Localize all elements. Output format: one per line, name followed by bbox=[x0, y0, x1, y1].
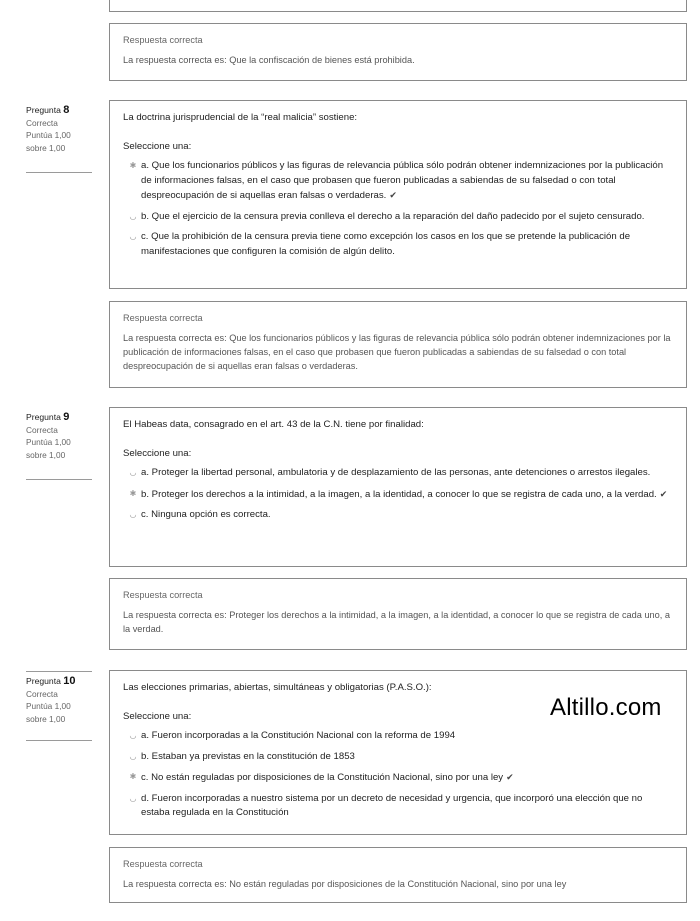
previous-answer-box bbox=[109, 23, 687, 81]
radio-unselected-icon[interactable]: ◡ bbox=[129, 211, 137, 221]
radio-selected-icon[interactable]: ✱ bbox=[129, 161, 137, 170]
option-c[interactable]: ◡ c. Ninguna opción es correcta. bbox=[123, 508, 673, 523]
radio-unselected-icon[interactable]: ◡ bbox=[129, 751, 137, 761]
radio-unselected-icon[interactable]: ◡ bbox=[129, 793, 137, 803]
checkmark-icon: ✔ bbox=[659, 488, 668, 499]
answer-text: La respuesta correcta es: Que la confiscación de bienes está prohibida. bbox=[123, 55, 415, 65]
answer-box-9 bbox=[109, 578, 687, 650]
answer-text: La respuesta correcta es: No están reguladas por disposiciones de la Constitución Nacional, sino por una ley bbox=[123, 879, 567, 889]
question-box-8 bbox=[109, 100, 687, 289]
radio-unselected-icon[interactable]: ◡ bbox=[129, 468, 137, 477]
question-score-max: sobre 1,00 bbox=[26, 713, 66, 724]
select-prompt: Seleccione una: bbox=[123, 710, 192, 722]
question-text: El Habeas data, consagrado en el art. 43 de la C.N. tiene por finalidad: bbox=[123, 419, 424, 430]
radio-unselected-icon[interactable]: ◡ bbox=[129, 731, 137, 740]
question-score-max: sobre 1,00 bbox=[26, 142, 66, 153]
answer-text: La respuesta correcta es: Que los funcionarios públicos y las figuras de relevancia pública sólo podrán obtener indemnizaciones por la publicación de informaciones falsas, en el caso que probasen que fueron publicadas a sabiendas de su falsedad o con total despreocupación de si aquellas eran falsas o verdaderas. bbox=[123, 333, 671, 371]
radio-selected-icon[interactable]: ✱ bbox=[129, 772, 137, 781]
question-info-10 bbox=[26, 671, 92, 741]
question-score: Puntúa 1,00 bbox=[26, 130, 71, 140]
question-box-9 bbox=[109, 407, 687, 567]
answer-title: Respuesta correcta bbox=[123, 859, 203, 869]
answer-title: Respuesta correcta bbox=[123, 313, 203, 323]
previous-question-box-edge bbox=[109, 0, 687, 12]
checkmark-icon: ✔ bbox=[389, 190, 397, 200]
question-number: Pregunta 9 bbox=[26, 411, 70, 423]
question-text: La doctrina jurisprudencial de la “real malicia” sostiene: bbox=[123, 112, 358, 123]
radio-selected-icon[interactable]: ✱ bbox=[129, 488, 137, 498]
answer-title: Respuesta correcta bbox=[123, 590, 203, 600]
question-score-max: sobre 1,00 bbox=[26, 449, 66, 460]
answer-box-10 bbox=[109, 847, 687, 903]
question-score: Puntúa 1,00 bbox=[26, 437, 71, 447]
answer-text: La respuesta correcta es: Proteger los derechos a la intimidad, a la imagen, a la identidad, a conocer lo que se registra de cada uno, a la verdad. bbox=[123, 610, 670, 634]
option-a[interactable]: ◡ a. Fueron incorporadas a la Constitución Nacional con la reforma de 1994 bbox=[123, 729, 673, 744]
question-number: Pregunta 8 bbox=[26, 104, 70, 116]
radio-unselected-icon[interactable]: ◡ bbox=[129, 510, 137, 519]
checkmark-icon: ✔ bbox=[506, 772, 514, 782]
question-info-8 bbox=[26, 104, 92, 173]
option-b[interactable]: ✱ b. Proteger los derechos a la intimidad, a la imagen, a la identidad, a conocer lo que se registra de cada uno, a la verdad. ✔ bbox=[129, 488, 668, 500]
option-d[interactable]: ◡ d. Fueron incorporadas a nuestro sistema por un decreto de necesidad y urgencia, que incorporó una elección que no estaba regulada en la Constitución bbox=[129, 792, 643, 818]
radio-unselected-icon[interactable]: ◡ bbox=[129, 232, 137, 241]
option-b[interactable]: ◡ b. Estaban ya previstas en la constitución de 1853 bbox=[123, 750, 673, 765]
option-c[interactable]: ◡ c. Que la prohibición de la censura previa tiene como excepción los casos en los que se pretende la publicación de manifestaciones que configuren la comisión de algún delito. bbox=[129, 231, 631, 257]
option-a[interactable]: ✱ a. Que los funcionarios públicos y las figuras de relevancia pública sólo podrán obtener indemnizaciones por la publicación de informaciones falsas, en el caso que probasen que fueron publicadas a sabiendas de su falsedad o con total despreocupación de si aquellas eran falsas o verdaderas. ✔ bbox=[129, 160, 664, 201]
question-number: Pregunta 10 bbox=[26, 675, 76, 687]
answer-title: Respuesta correcta bbox=[123, 35, 203, 45]
question-score: Puntúa 1,00 bbox=[26, 701, 71, 711]
option-a[interactable]: ◡ a. Proteger la libertad personal, ambulatoria y de desplazamiento de las personas, ante detenciones o arrestos ilegales. bbox=[123, 466, 673, 481]
option-b[interactable]: ◡ b. Que el ejercicio de la censura previa conlleva el derecho a la reparación del daño padecido por el sujeto censurado. bbox=[123, 210, 673, 225]
option-c[interactable]: ✱ c. No están reguladas por disposiciones de la Constitución Nacional, sino por una ley ✔ bbox=[129, 772, 514, 783]
select-prompt: Seleccione una: bbox=[123, 447, 192, 459]
question-info-9 bbox=[26, 411, 92, 480]
question-status: Correcta bbox=[26, 117, 58, 128]
question-text: Las elecciones primarias, abiertas, simultáneas y obligatorias (P.A.S.O.): bbox=[123, 682, 432, 693]
question-status: Correcta bbox=[26, 688, 58, 699]
select-prompt: Seleccione una: bbox=[123, 140, 192, 152]
question-status: Correcta bbox=[26, 424, 58, 435]
answer-box-8 bbox=[109, 301, 687, 388]
watermark-text: Altillo.com bbox=[550, 694, 662, 721]
